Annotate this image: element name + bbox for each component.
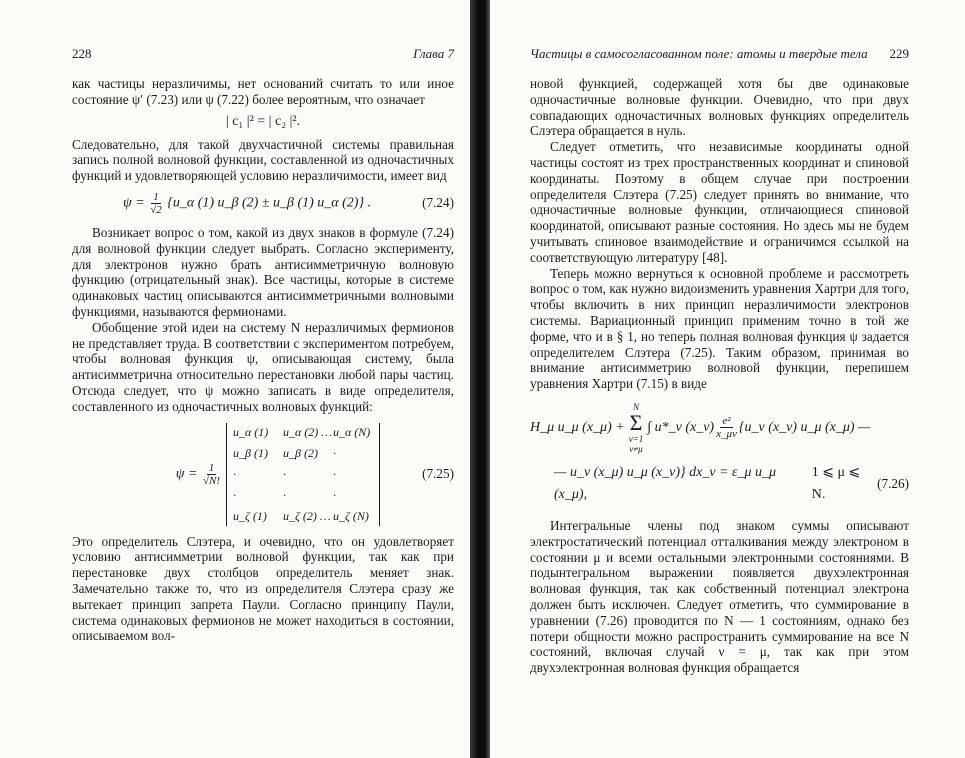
eq726-number: (7.26) [877,475,909,491]
right-page-number: 229 [889,46,909,61]
eq724-frac-num: 1 [153,190,159,203]
eq726-condition: 1 ⩽ μ ⩽ N. [811,464,861,502]
eq726-frac-num: e² [722,415,731,428]
det-cell: · [283,466,286,481]
det-cell: u_β (1) [233,445,268,460]
right-para-4: Интегральные члены под знаком суммы описывают электростатический потенциал отталкивания между электроном в состоянии μ и всеми остальными электронными состояниями. В подынтегральном выражении появляется двухэлектронная волновая функция, так как собственный потенциал электрона должен быть исключен. Следует отметить, что суммирование в уравнении (7.26) проводится по N — 1 состояниям, однако без потери общности можно распространить суммирование на все N состояний, включая случай ν = μ, так как при этом двухэлектронная волновая функция обращается [530,517,909,676]
equation-7-24 [72,191,454,216]
eq724-frac-den: √2 [150,203,162,216]
eq725-number: (7.25) [422,466,454,482]
det-cell: u_ζ (1) [233,508,267,523]
right-para-2: Следует отметить, что независимые координаты одной частицы состоят из трех пространственных координат и спиновой координаты. Поэтому в общем случае при построении определителя Слэтера (7.25) следует принять во внимание, что одночастичные волновые функции, отличающиеся спиновой координатой, описывают разные состояния. Но здесь мы не будем учитывать спиновое взаимодействие и ограничимся ссылкой на соответствующую литературу [48]. [530,139,909,265]
eq726-line-2 [530,462,909,506]
right-para-1: новой функцией, содержащей хотя бы две одинаковые одночастичные волновые функции. Очевидно, что при двух совпадающих одночастичных волновых функциях определитель Слэтера обращается в нуль. [530,76,909,139]
eq726-sum-bottom-1: ν=1 [628,433,644,444]
eq725-lhs-block [72,462,226,487]
equation-7-25 [72,423,454,526]
eq726-sum-bottom-2: ν≠μ [629,443,643,454]
left-para-1: как частицы неразличимы, нет оснований считать то или иное состояние ψ′ (7.23) или ψ (7.22) более вероятным, что означает [72,76,454,107]
eq726-frac-den: x_μν [716,428,737,441]
eq725-frac-den: √N! [202,474,220,487]
det-cell: u_ζ (2) … [283,508,331,523]
right-running-head [530,46,909,62]
left-page-number: 228 [72,46,92,61]
eq726-summation [629,402,644,454]
eq724-lhs: ψ = [123,195,145,211]
eq726-lhs: H_μ u_μ (x_μ) + [530,419,625,435]
det-cell: u_α (2) … [283,424,332,439]
eq726-line-1 [530,402,909,454]
eq725-fraction [203,462,220,487]
left-running-head [72,46,454,62]
left-para-2: Следовательно, для такой двухчастичной системы правильная запись полной волновой функции, составленной из одночастичных функций и удовлетворяющей условию неразличимости, имеет вид [72,136,454,184]
right-page [490,0,965,758]
book-spine [470,0,490,758]
det-cell: u_α (N) [333,424,371,439]
eq726-line2-expr: — u_ν (x_μ) u_μ (x_ν)} dx_ν = ε_μ u_μ (x_μ), [554,464,777,502]
eq724-fraction [150,191,162,216]
eq725-frac-num: 1 [208,461,215,474]
det-cell: u_ζ (N) [333,508,369,523]
left-para-4: Обобщение этой идеи на систему N неразличимых фермионов не представляет труда. В соответствии с экспериментом потребуем, чтобы волновая функция ψ, описывающая систему, была антисимметрична относительно перестановки любой пары частиц. Отсюда следует, что ψ можно записать в виде определителя, составленного из одночастичных волновых функций: [72,319,454,414]
det-cell: · [333,445,336,460]
eq726-integrand: ∫ u*_ν (x_ν) [647,419,715,435]
eq724-rhs: {u_α (1) u_β (2) ± u_β (1) u_α (2)} . [167,195,372,211]
det-cell: · [233,466,236,481]
eq724-number: (7.24) [422,195,454,211]
chapter-label: Глава 7 [413,46,454,61]
equation-7-26 [530,402,909,506]
eq726-rest: {u_ν (x_ν) u_μ (x_μ) — [738,419,871,435]
eq726-fraction [716,415,737,440]
left-para-3: Возникает вопрос о том, какой из двух знаков в формуле (7.24) для волновой функции следует выбрать. Согласно эксперименту, для электронов нужно брать антисимметричную волновую функцию (отрицательный знак). Все частицы, которые в системе одинаковых частиц описываются антисимметричными волновыми функциями, называются фермионами. [72,224,454,319]
det-cell: · [283,487,286,502]
left-page [0,0,470,758]
det-cell: · [333,487,336,502]
running-title: Частицы в самосогласованном поле: атомы и твердые тела [530,46,868,61]
right-para-3: Теперь можно вернуться к основной проблеме и рассмотреть вопрос о том, как нужно видоизменить уравнения Хартри для того, чтобы включить в них принцип неразличимости электронов системы. Вариационный принцип применим точно в той же форме, что и в § 1, но теперь полная волновая функция ψ задается определителем Слэтера (7.25). Таким образом, принимая во внимание антисимметрию волновой функции, перепишем уравнения Хартри (7.15) в виде [530,265,909,392]
det-cell: u_α (1) [233,424,269,439]
slater-determinant [226,423,380,526]
det-cell: · [233,487,236,502]
left-para-5: Это определитель Слэтера, и очевидно, что он удовлетворяет условию антисимметрии волновой функции, так как при перестановке двух столбцов определитель меняет знак. Замечательно также то, что из определителя Слэтера сразу же вытекает принцип запрета Паули. Согласно принципу Паули, система одинаковых фермионов не может находиться в состоянии, описываемом вол- [72,533,454,644]
sigma-symbol: Σ [629,409,643,435]
det-cell: u_β (2) [283,445,318,460]
equation-c-modulus: | c₁ |² = | c₂ |². [225,113,301,129]
eq726-sum-top: N [632,401,639,412]
eq725-lhs: ψ = [175,466,198,482]
det-cell: · [333,466,336,481]
